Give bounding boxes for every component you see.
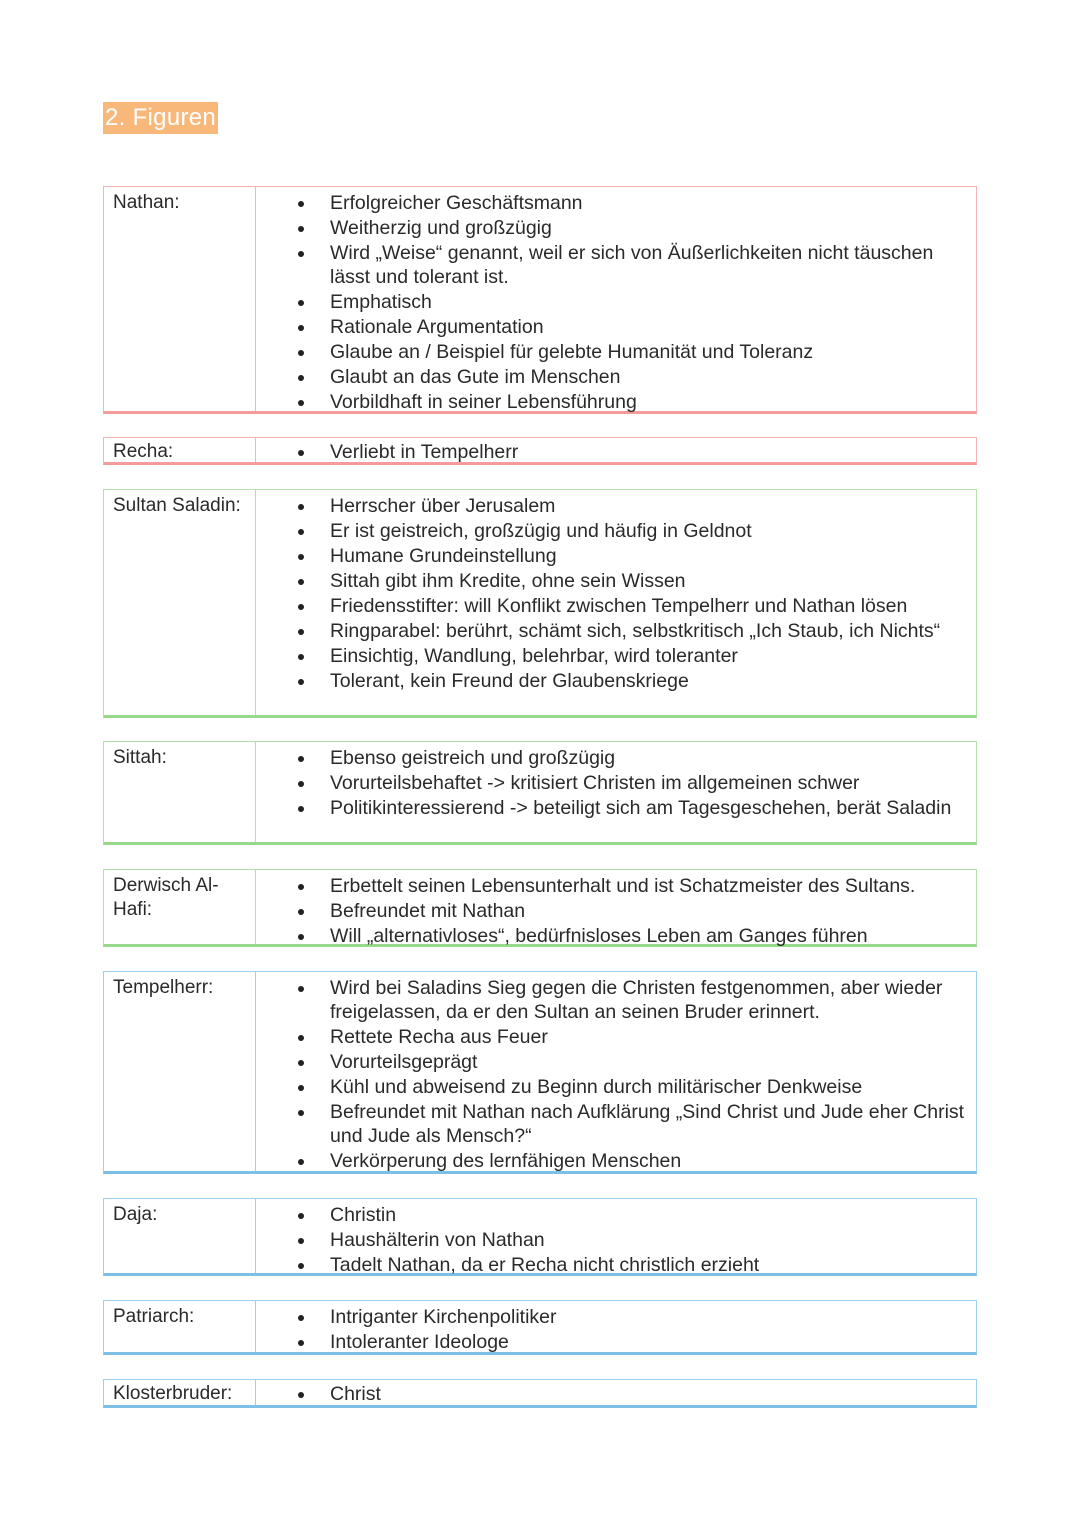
trait-item: Befreundet mit Nathan nach Aufklärung „Sind Christ und Jude eher Christ und Jude als Mensch?“ — [256, 1100, 976, 1148]
trait-item: Tadelt Nathan, da er Recha nicht christlich erzieht — [256, 1253, 976, 1277]
trait-item: Herrscher über Jerusalem — [256, 494, 976, 518]
figure-name: Derwisch Al-Hafi: — [104, 870, 256, 944]
trait-item: Glaube an / Beispiel für gelebte Humanität und Toleranz — [256, 340, 976, 364]
figure-name: Recha: — [104, 438, 256, 462]
trait-item: Erbettelt seinen Lebensunterhalt und ist Schatzmeister des Sultans. — [256, 874, 976, 898]
trait-item: Glaubt an das Gute im Menschen — [256, 365, 976, 389]
trait-item: Wird „Weise“ genannt, weil er sich von Äußerlichkeiten nicht täuschen lässt und tolerant ist. — [256, 241, 976, 289]
trait-item: Er ist geistreich, großzügig und häufig in Geldnot — [256, 519, 976, 543]
trait-list — [256, 742, 976, 842]
trait-item: Ringparabel: berührt, schämt sich, selbstkritisch „Ich Staub, ich Nichts“ — [256, 619, 976, 643]
trait-list — [256, 438, 976, 462]
trait-item: Tolerant, kein Freund der Glaubenskriege — [256, 669, 976, 693]
trait-list — [256, 1380, 976, 1405]
trait-item: Christ — [256, 1382, 976, 1406]
trait-list — [256, 1199, 976, 1276]
trait-list — [256, 187, 976, 411]
section-heading: 2. Figuren — [103, 102, 218, 134]
figure-table-tempelherr — [103, 971, 977, 1174]
figure-table-sittah — [103, 741, 977, 845]
trait-item: Erfolgreicher Geschäftsmann — [256, 191, 976, 215]
trait-list — [256, 1301, 976, 1352]
trait-item: Vorurteilsgeprägt — [256, 1050, 976, 1074]
figure-table-alhafi — [103, 869, 977, 947]
figure-name: Sittah: — [104, 742, 256, 842]
trait-item: Weitherzig und großzügig — [256, 216, 976, 240]
trait-item: Intriganter Kirchenpolitiker — [256, 1305, 976, 1329]
figure-name: Patriarch: — [104, 1301, 256, 1352]
trait-list — [256, 490, 976, 715]
figure-table-saladin — [103, 489, 977, 718]
trait-item: Will „alternativloses“, bedürfnisloses Leben am Ganges führen — [256, 924, 976, 948]
trait-item: Politikinteressierend -> beteiligt sich am Tagesgeschehen, berät Saladin — [256, 796, 976, 820]
trait-item: Rationale Argumentation — [256, 315, 976, 339]
figure-table-klosterbruder — [103, 1379, 977, 1408]
trait-item: Ebenso geistreich und großzügig — [256, 746, 976, 770]
figure-table-recha — [103, 437, 977, 465]
trait-item: Verliebt in Tempelherr — [256, 440, 976, 464]
figure-name: Tempelherr: — [104, 972, 256, 1171]
trait-item: Kühl und abweisend zu Beginn durch militärischer Denkweise — [256, 1075, 976, 1099]
figure-table-patriarch — [103, 1300, 977, 1355]
trait-item: Vorurteilsbehaftet -> kritisiert Christen im allgemeinen schwer — [256, 771, 976, 795]
figure-name: Klosterbruder: — [104, 1380, 256, 1405]
trait-item: Rettete Recha aus Feuer — [256, 1025, 976, 1049]
trait-item: Vorbildhaft in seiner Lebensführung — [256, 390, 976, 414]
trait-item: Christin — [256, 1203, 976, 1227]
trait-item: Haushälterin von Nathan — [256, 1228, 976, 1252]
trait-item: Friedensstifter: will Konflikt zwischen Tempelherr und Nathan lösen — [256, 594, 976, 618]
trait-list — [256, 972, 976, 1171]
trait-item: Verkörperung des lernfähigen Menschen — [256, 1149, 976, 1173]
figure-name: Nathan: — [104, 187, 256, 411]
figure-table-daja — [103, 1198, 977, 1276]
trait-item: Einsichtig, Wandlung, belehrbar, wird toleranter — [256, 644, 976, 668]
trait-item: Wird bei Saladins Sieg gegen die Christen festgenommen, aber wieder freigelassen, da er den Sultan an seinen Bruder erinnert. — [256, 976, 976, 1024]
figure-table-nathan — [103, 186, 977, 414]
trait-list — [256, 870, 976, 947]
trait-item: Humane Grundeinstellung — [256, 544, 976, 568]
figure-name: Daja: — [104, 1199, 256, 1273]
trait-item: Sittah gibt ihm Kredite, ohne sein Wissen — [256, 569, 976, 593]
trait-item: Intoleranter Ideologe — [256, 1330, 976, 1354]
figure-name: Sultan Saladin: — [104, 490, 256, 715]
trait-item: Emphatisch — [256, 290, 976, 314]
trait-item: Befreundet mit Nathan — [256, 899, 976, 923]
